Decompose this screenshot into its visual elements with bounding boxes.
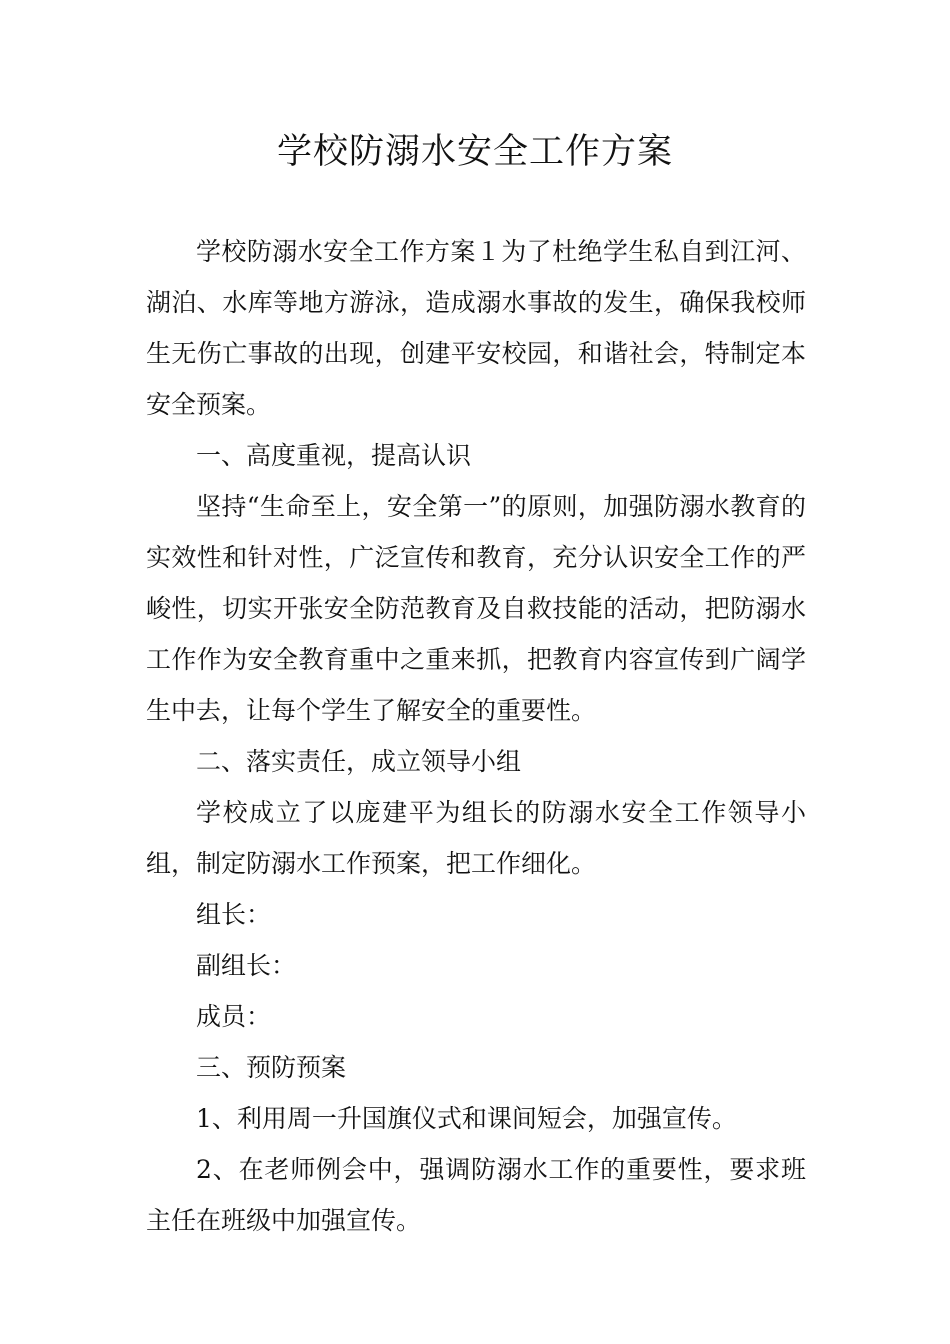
paragraph-section-2: 学校成立了以庞建平为组长的防溺水安全工作领导小组，制定防溺水工作预案，把工作细化。: [146, 798, 806, 878]
deputy-leader-line: 副组长：: [196, 951, 297, 980]
document-body: [146, 226, 806, 1246]
list-item-2: 2、在老师例会中，强调防溺水工作的重要性，要求班主任在班级中加强宣传。: [146, 1155, 806, 1235]
document-title: 学校防溺水安全工作方案: [276, 132, 673, 172]
section-heading-2: 二、落实责任，成立领导小组: [196, 747, 522, 776]
paragraph-section-1: 坚持“生命至上，安全第一”的原则，加强防溺水教育的实效性和针对性，广泛宣传和教育，充分认识安全工作的严峻性，切实开张安全防范教育及自救技能的活动，把防溺水工作作为安全教育重中之重来抓，把教育内容宣传到广阔学生中去，让每个学生了解安全的重要性。: [146, 492, 806, 725]
section-heading-3: 三、预防预案: [196, 1053, 347, 1082]
list-item-1: 1、利用周一升国旗仪式和课间短会，加强宣传。: [196, 1104, 737, 1133]
group-leader-line: 组长：: [196, 900, 272, 929]
section-heading-1: 一、高度重视，提高认识: [196, 441, 472, 470]
paragraph-intro: 学校防溺水安全工作方案１为了杜绝学生私自到江河、湖泊、水库等地方游泳，造成溺水事故的发生，确保我校师生无伤亡事故的出现，创建平安校园，和谐社会，特制定本安全预案。: [146, 237, 806, 419]
members-line: 成员：: [196, 1002, 272, 1031]
